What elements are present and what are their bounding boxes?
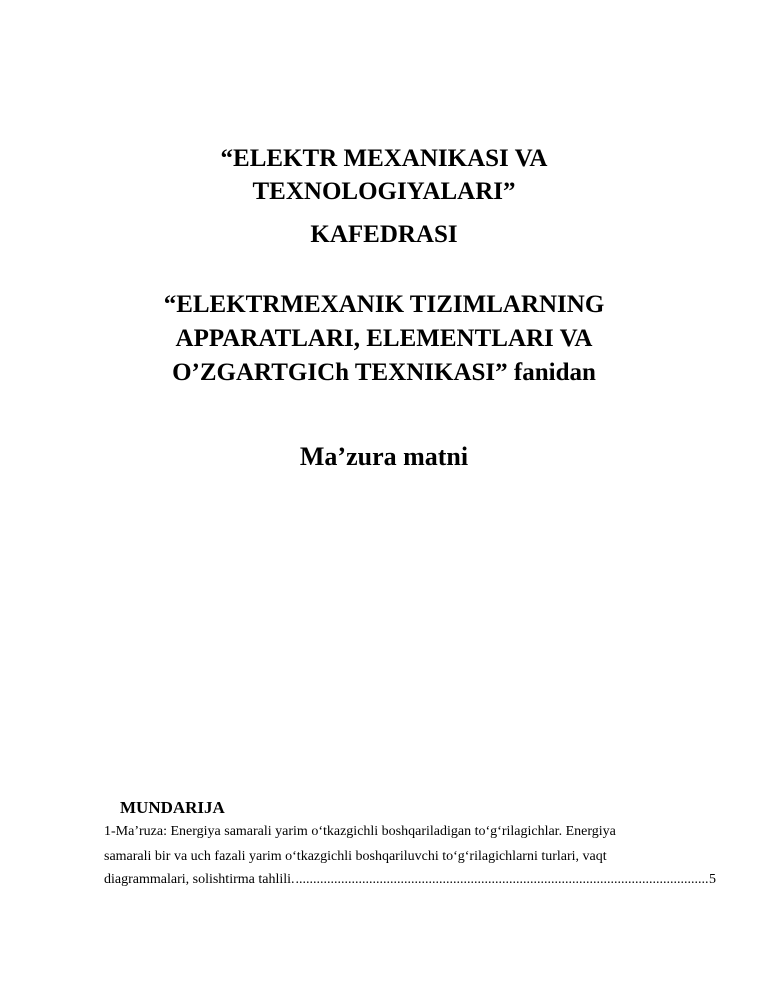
- toc-entry-line2: samarali bir va uch fazali yarim o‘tkazgichli boshqariluvchi to‘g‘rilagichlarni turlari, vaqt: [104, 849, 607, 864]
- toc-dot-leader: [296, 868, 708, 891]
- table-of-contents: [104, 798, 716, 891]
- toc-entry-line3: [104, 868, 716, 891]
- subject-title-line3: O’ZGARTGICh TEXNIKASI” fanidan: [172, 359, 596, 386]
- toc-heading: MUNDARIJA: [120, 798, 225, 817]
- department-title-line1: “ELEKTR MEXANIKASI VA: [220, 145, 548, 172]
- department-title-line2: TEXNOLOGIYALARI”: [252, 178, 516, 205]
- toc-entry[interactable]: [104, 820, 716, 891]
- document-type-title: Ma’zura matni: [299, 442, 469, 471]
- subject-title-line1: “ELEKTRMEXANIK TIZIMLARNING: [163, 291, 605, 318]
- toc-entry-text-end: diagrammalari, solishtirma tahlili.: [104, 872, 295, 887]
- toc-page-number: 5: [709, 872, 716, 887]
- department-word: KAFEDRASI: [310, 221, 458, 248]
- subject-title-line2: APPARATLARI, ELEMENTLARI VA: [175, 325, 593, 352]
- toc-entry-line1: 1-Ma’ruza: Energiya samarali yarim o‘tkazgichli boshqariladigan to‘g‘rilagichlar. Energiya: [104, 824, 616, 839]
